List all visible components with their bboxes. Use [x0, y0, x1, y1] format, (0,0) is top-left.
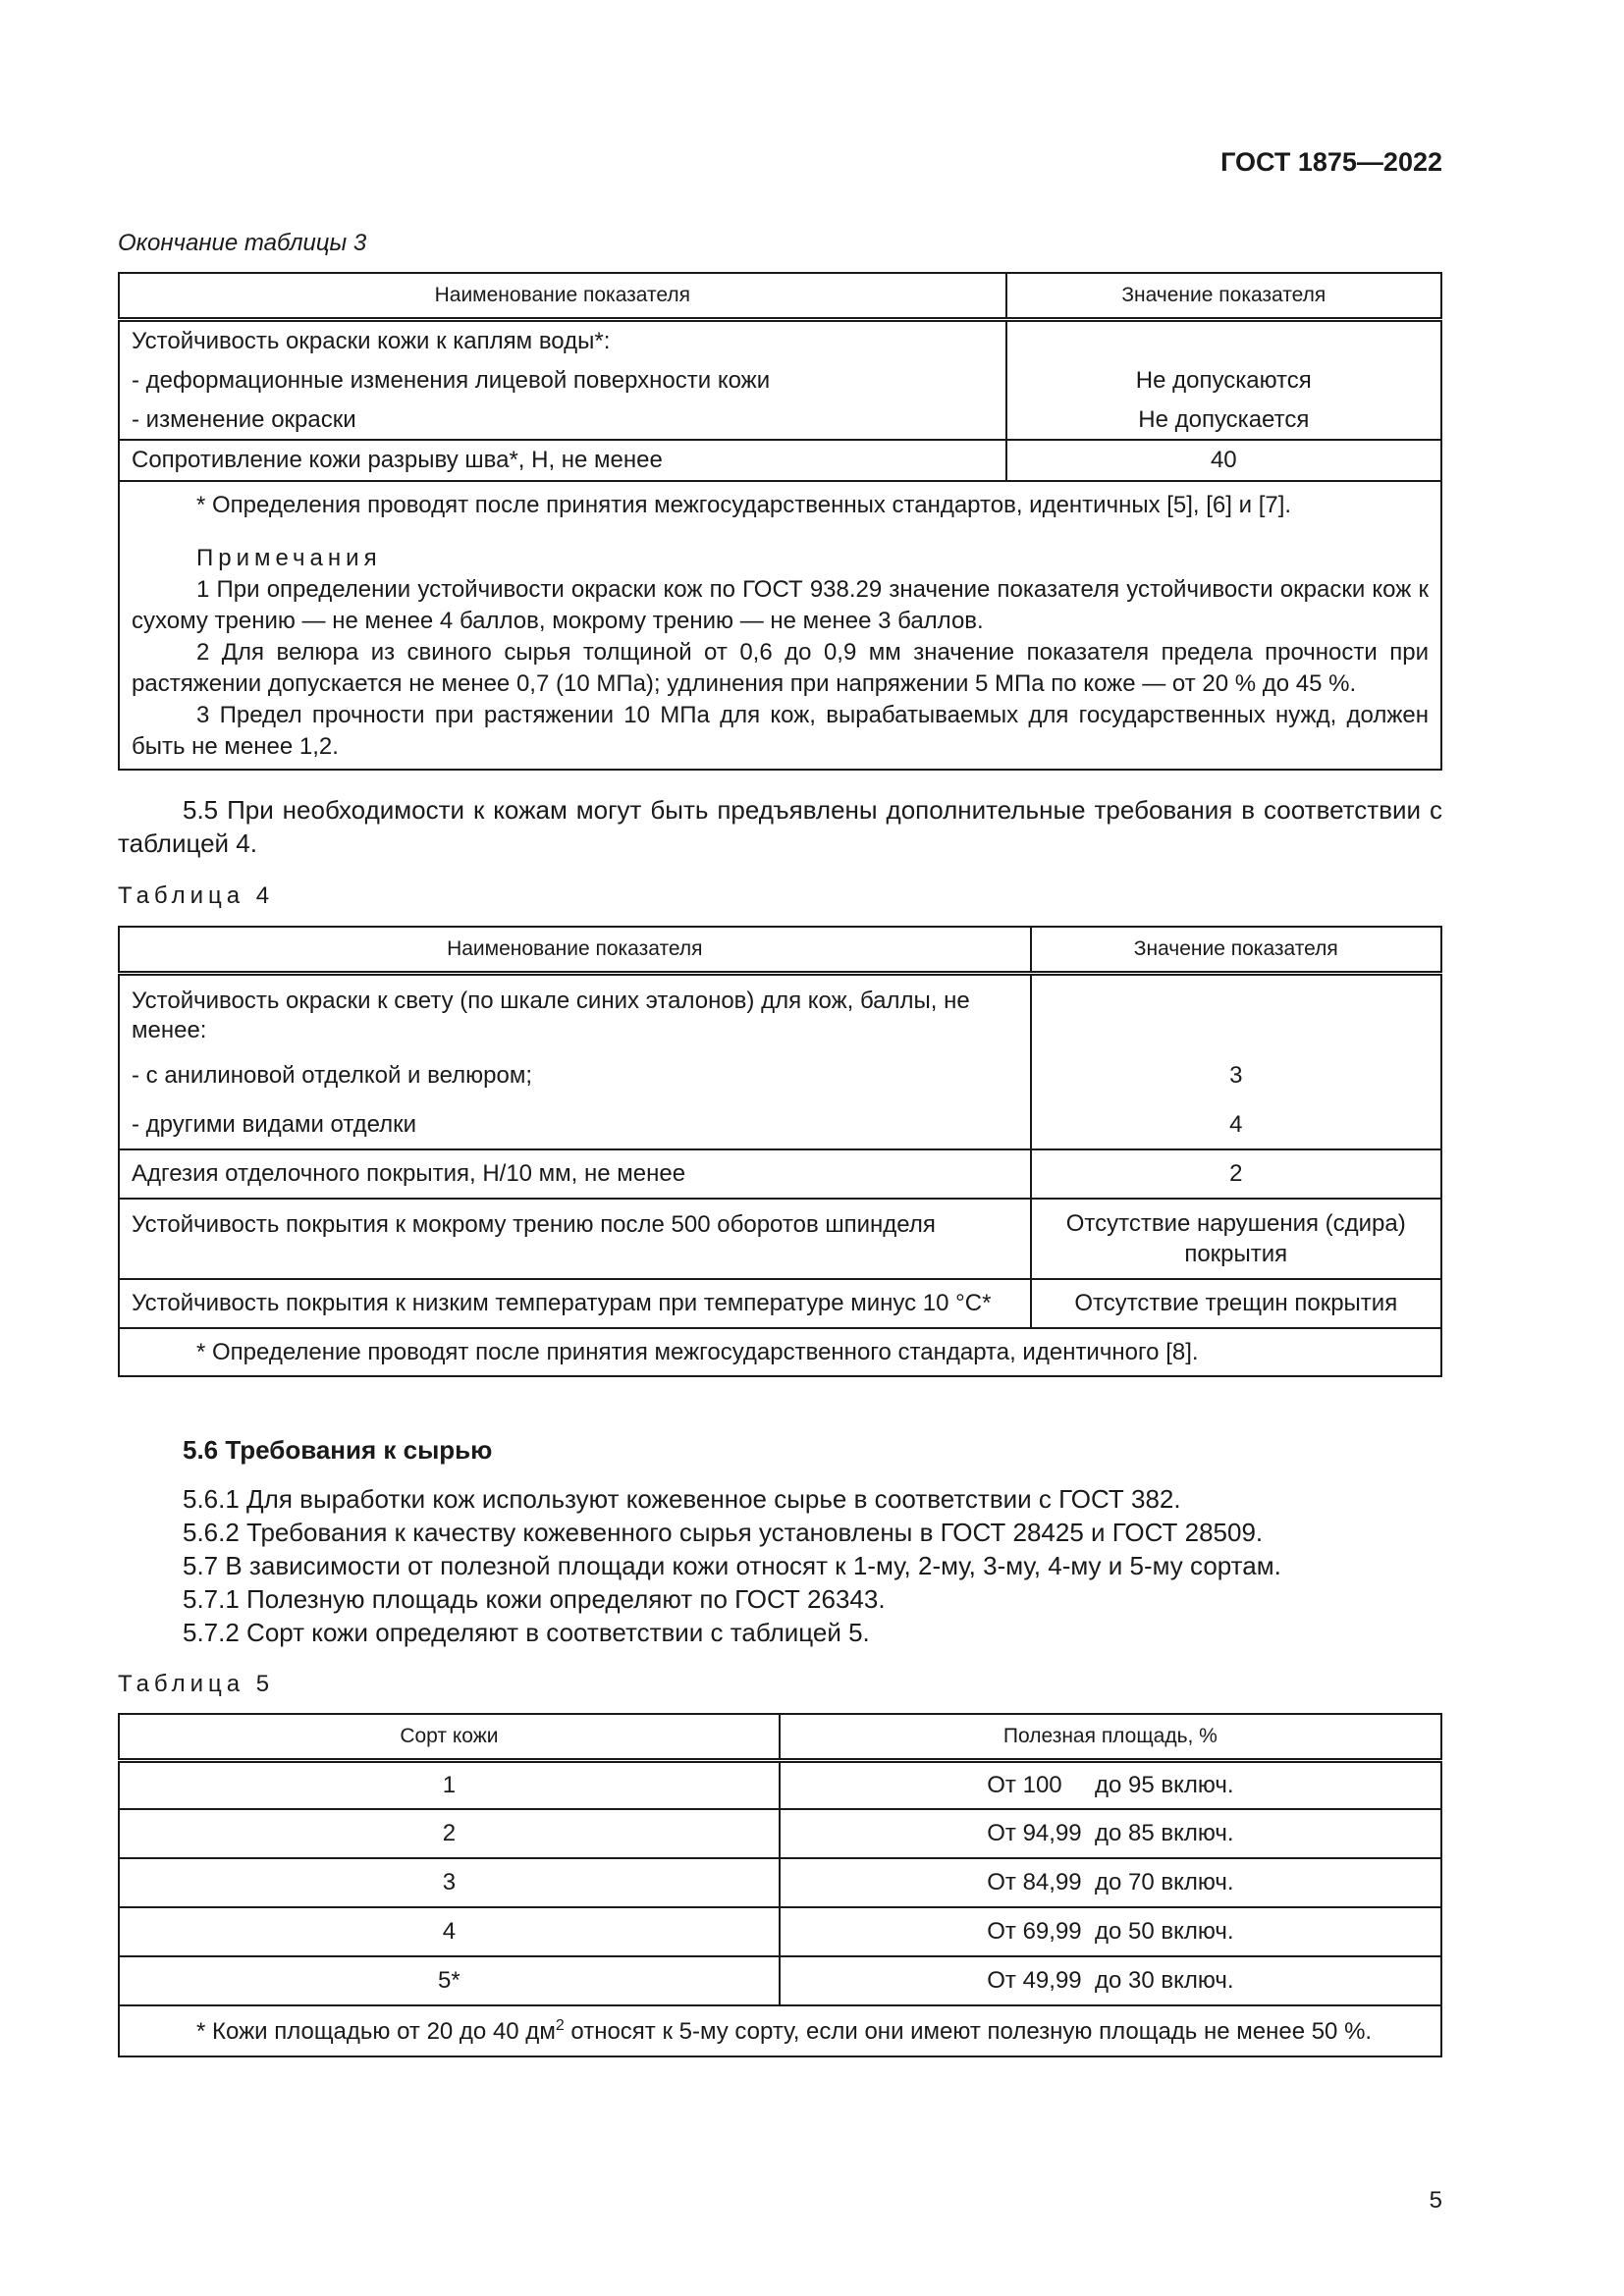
table3-header-name: Наименование показателя: [119, 273, 1006, 319]
table-row: [119, 1907, 1441, 1956]
table-row: [119, 1199, 1441, 1279]
table3-row-value: Не допускаются: [1006, 361, 1441, 400]
table4-row-value: 2: [1031, 1149, 1441, 1199]
table-5: [118, 1713, 1442, 2057]
table4-row-value: Отсутствие трещин покрытия: [1031, 1279, 1441, 1328]
table5-grade: 3: [119, 1858, 780, 1907]
table-row: [119, 1809, 1441, 1858]
table-row: [119, 1279, 1441, 1328]
table4-footnote: * Определение проводят после принятия межгосударственного стандарта, идентичного [8].: [119, 1328, 1441, 1376]
table4-group-title: Устойчивость окраски к свету (по шкале синих эталонов) для кож, баллы, не менее:: [119, 973, 1031, 1051]
table3-note: 3 Предел прочности при растяжении 10 МПа для кож, вырабатываемых для государственных нужд, должен быть не менее 1,2.: [132, 702, 1429, 760]
table-row: [119, 440, 1441, 481]
table-4: [118, 926, 1442, 1377]
table5-area: От 94,99 до 85 включ.: [780, 1809, 1441, 1858]
table4-row-value: 3: [1031, 1051, 1441, 1100]
table3-header-value: Значение показателя: [1006, 273, 1441, 319]
table4-row-name: - другими видами отделки: [119, 1100, 1031, 1149]
table4-row-name: Устойчивость покрытия к мокрому трению после 500 оборотов шпинделя: [119, 1199, 1031, 1279]
table5-header-area: Полезная площадь, %: [780, 1714, 1441, 1760]
section-line: 5.6.1 Для выработки кож используют кожевенное сырье в соответствии с ГОСТ 382.: [183, 1484, 1181, 1514]
table3-seam-name: Сопротивление кожи разрыву шва*, Н, не менее: [119, 440, 1006, 481]
table-row: [119, 1858, 1441, 1907]
table5-area: От 84,99 до 70 включ.: [780, 1858, 1441, 1907]
table3-row-value: Не допускается: [1006, 400, 1441, 440]
table4-row-value: 4: [1031, 1100, 1441, 1149]
table5-area: От 100 до 95 включ.: [780, 1760, 1441, 1809]
table4-row-value: Отсутствие нарушения (сдира) покрытия: [1031, 1199, 1441, 1279]
table3-footnote: * Определения проводят после принятия межгосударственных стандартов, идентичных [5], [6] и [7].: [196, 492, 1292, 518]
table3-seam-value: 40: [1006, 440, 1441, 481]
table3-notes-title: Примечания: [196, 545, 382, 571]
table5-grade: 4: [119, 1907, 780, 1956]
table3-row-name: - деформационные изменения лицевой поверхности кожи: [119, 361, 1006, 400]
table-row: [119, 1051, 1441, 1100]
table4-header-name: Наименование показателя: [119, 927, 1031, 973]
section-5-6: [118, 1433, 1442, 1649]
table3-note: 2 Для велюра из свиного сырья толщиной от 0,6 до 0,9 мм значение показателя предела прочности при растяжении допускается не менее 0,7 (10 МПа); удлинения при напряжении 5 МПа по коже — от 20 % до 45 %.: [132, 639, 1429, 697]
table5-area: От 69,99 до 50 включ.: [780, 1907, 1441, 1956]
table-row: [119, 1760, 1441, 1809]
section-line: 5.7 В зависимости от полезной площади кожи относят к 1-му, 2-му, 3-му, 4-му и 5-му сортам.: [183, 1551, 1281, 1580]
section-line: 5.6.2 Требования к качеству кожевенного сырья установлены в ГОСТ 28425 и ГОСТ 28509.: [183, 1518, 1264, 1547]
table-row: [119, 1149, 1441, 1199]
table5-footnote-sup: 2: [555, 2016, 565, 2034]
table4-caption: Таблица 4: [118, 882, 275, 909]
section-line: 5.7.2 Сорт кожи определяют в соответствии с таблицей 5.: [183, 1618, 870, 1647]
section-heading: 5.6 Требования к сырью: [183, 1435, 493, 1465]
paragraph-5-5: 5.5 При необходимости к кожам могут быть предъявлены дополнительные требования в соответствии с таблицей 4.: [118, 795, 1442, 858]
table4-header-value: Значение показателя: [1031, 927, 1441, 973]
table5-grade: 2: [119, 1809, 780, 1858]
table5-header-grade: Сорт кожи: [119, 1714, 780, 1760]
table3-footer: [119, 481, 1441, 770]
table3-row-name: - изменение окраски: [119, 400, 1006, 440]
document-code: ГОСТ 1875—2022: [1220, 147, 1442, 177]
table4-row-name: Устойчивость покрытия к низким температурам при температуре минус 10 °С*: [119, 1279, 1031, 1328]
table5-grade: 1: [119, 1760, 780, 1809]
table5-area: От 49,99 до 30 включ.: [780, 1956, 1441, 2005]
table-row: [119, 400, 1441, 440]
table-3: [118, 272, 1442, 771]
table4-row-name: Адгезия отделочного покрытия, Н/10 мм, не менее: [119, 1149, 1031, 1199]
table3-caption: Окончание таблицы 3: [118, 230, 367, 256]
table5-footnote-post: относят к 5-му сорту, если они имеют полезную площадь не менее 50 %.: [564, 2017, 1373, 2045]
table5-grade: 5*: [119, 1956, 780, 2005]
table5-footnote: [119, 2005, 1441, 2056]
page-number: 5: [1429, 2187, 1442, 2214]
table-row: [119, 361, 1441, 400]
section-line: 5.7.1 Полезную площадь кожи определяют по ГОСТ 26343.: [183, 1584, 886, 1614]
table4-row-name: - с анилиновой отделкой и велюром;: [119, 1051, 1031, 1100]
table5-caption: Таблица 5: [118, 1671, 275, 1697]
table3-group-title: Устойчивость окраски кожи к каплям воды*:: [119, 319, 1006, 361]
table5-footnote-pre: * Кожи площадью от 20 до 40 дм: [196, 2017, 556, 2045]
table3-note: 1 При определении устойчивости окраски кож по ГОСТ 938.29 значение показателя устойчивости окраски кож к сухому трению — не менее 4 баллов, мокрому трению — не менее 3 баллов.: [132, 576, 1429, 634]
table-row: [119, 1956, 1441, 2005]
table-row: [119, 1100, 1441, 1149]
